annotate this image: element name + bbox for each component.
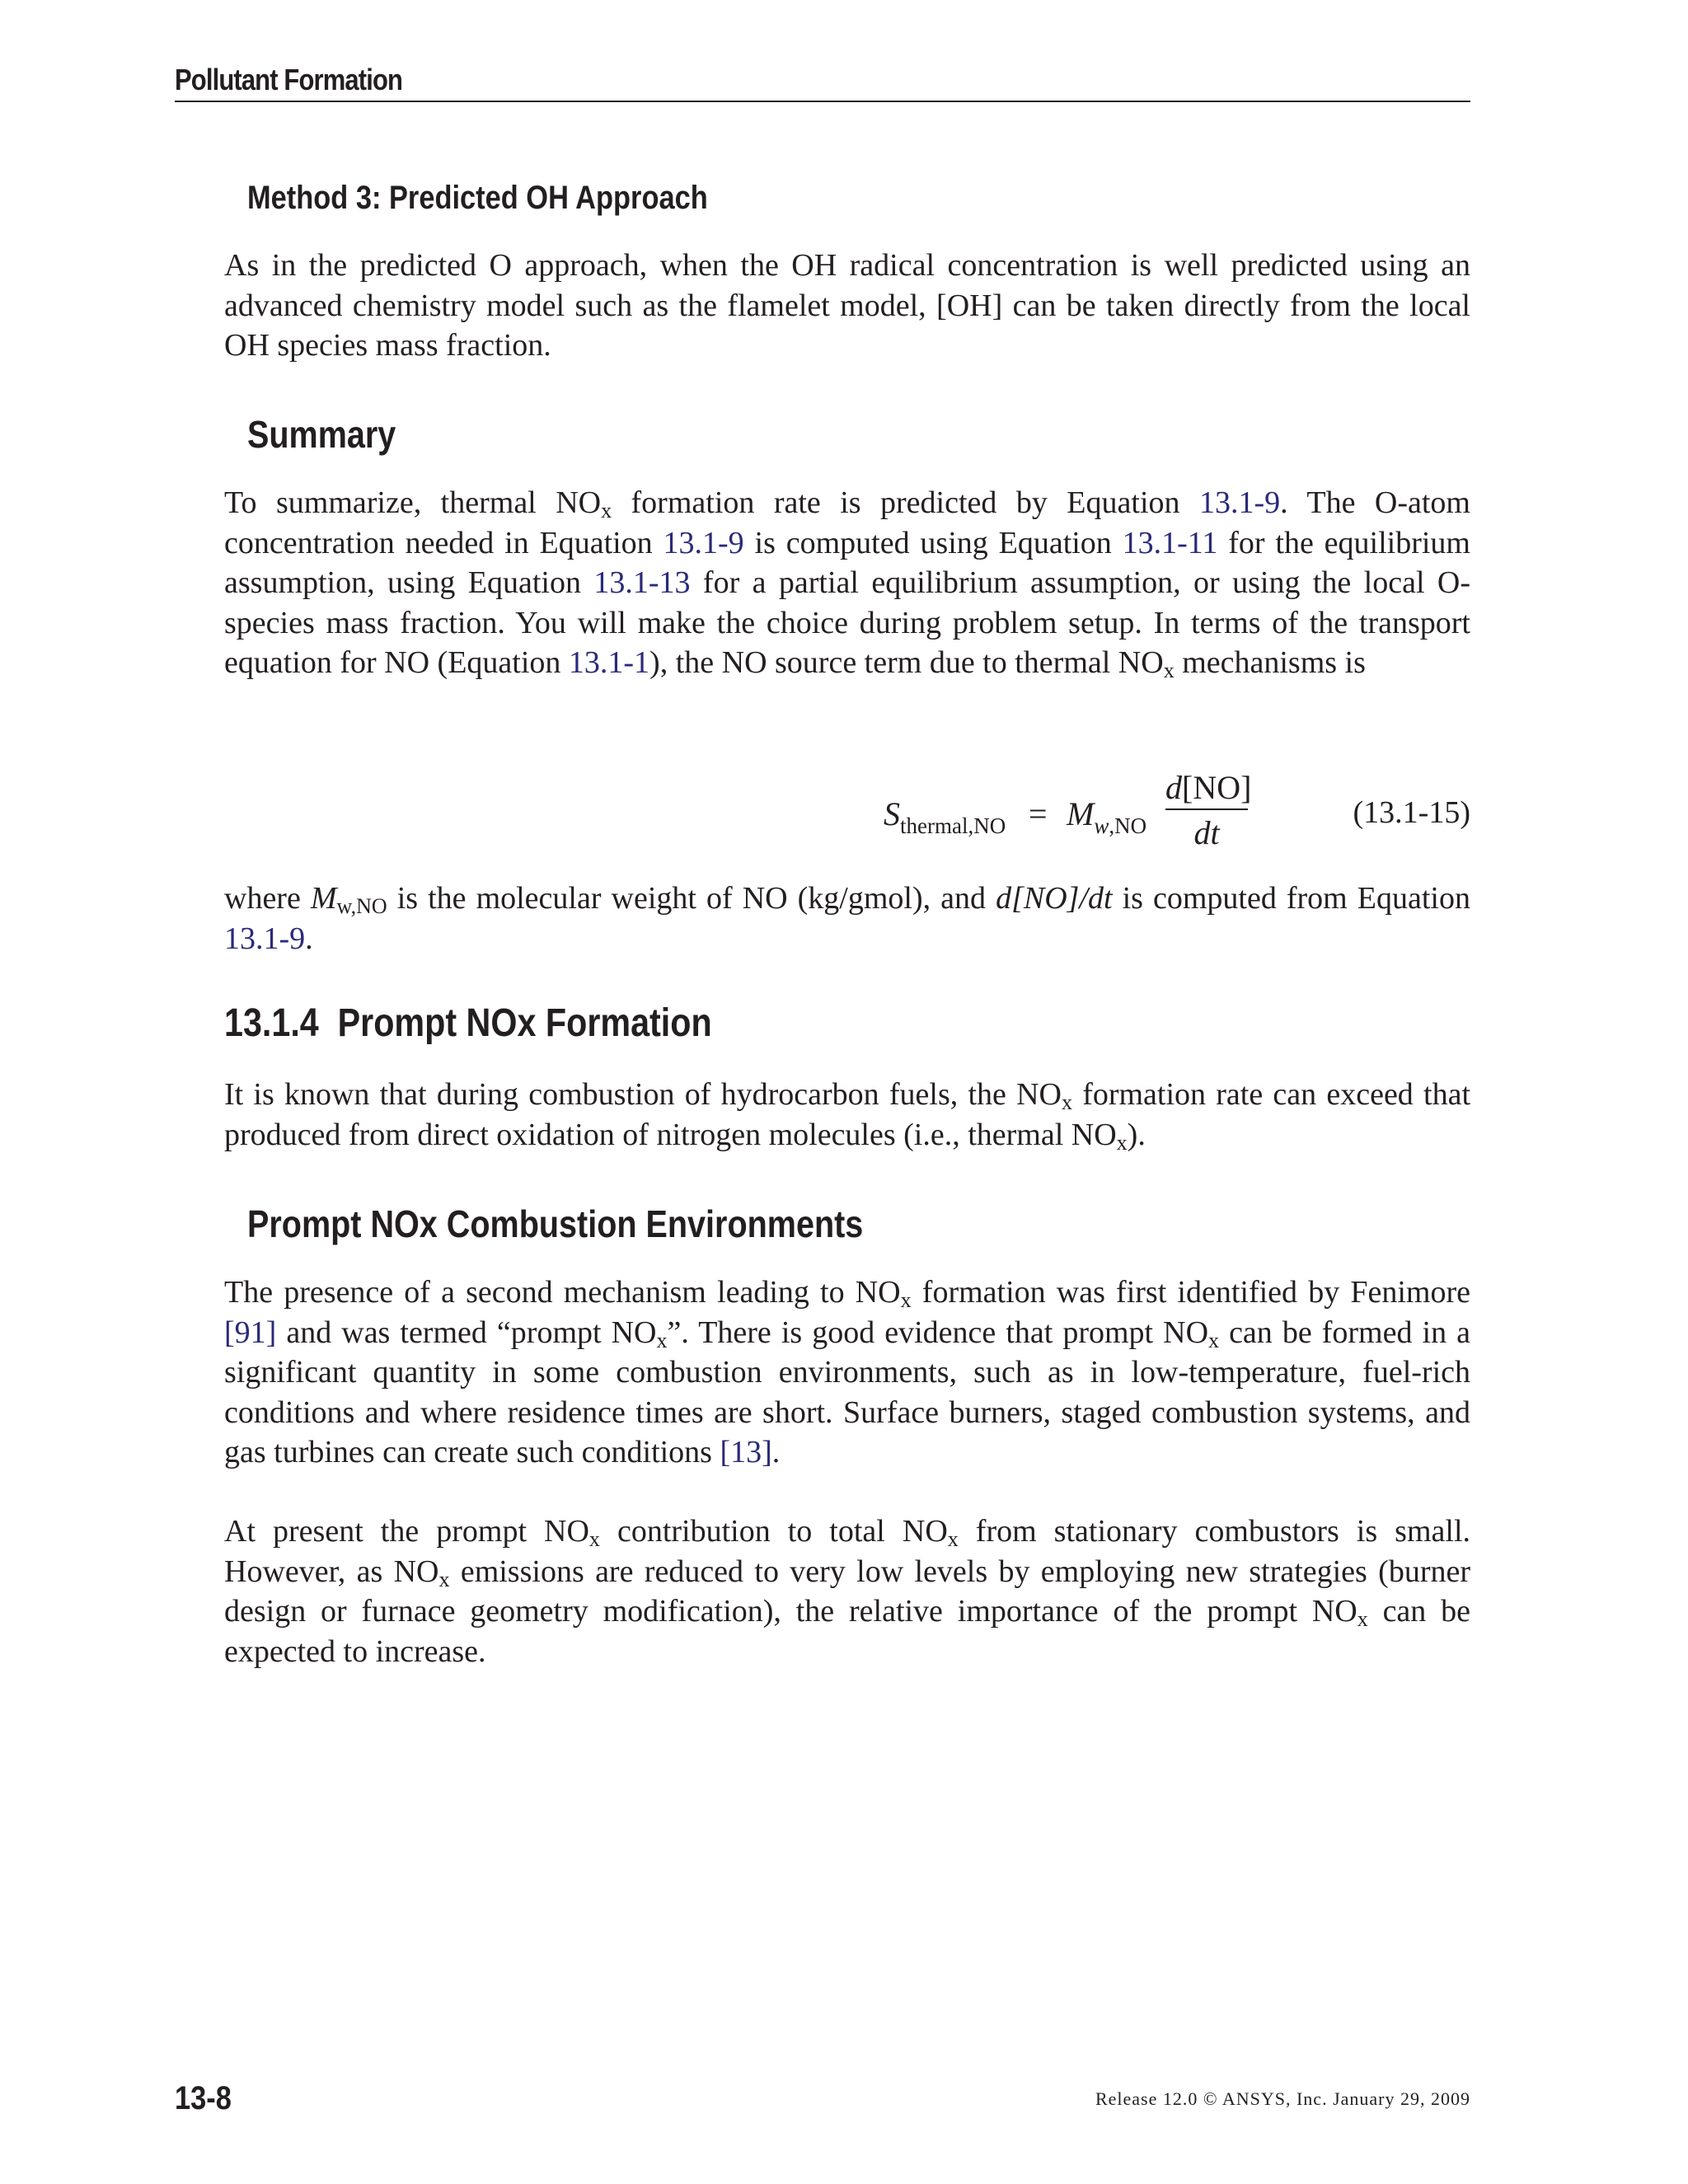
subscript-x: x: [588, 1527, 600, 1551]
text-run: is the molecular weight of NO (kg/gmol), and: [387, 881, 996, 916]
text-run: mechanisms is: [1174, 645, 1366, 680]
summary-heading: Summary: [247, 413, 396, 456]
fraction-bar: [1165, 808, 1248, 810]
subscript-x: x: [900, 1288, 912, 1312]
text-run: To summarize, thermal NO: [224, 485, 602, 520]
text-run: is computed from Equation: [1112, 881, 1470, 916]
subscript-x: x: [438, 1567, 450, 1591]
text-run: for the equilibrium assumption, using Equation: [224, 525, 1470, 600]
text-run: formation rate is predicted by Equation: [612, 485, 1199, 520]
summary-paragraph: [224, 483, 1470, 683]
equation-link[interactable]: 13.1-9: [1198, 485, 1281, 520]
equation-link[interactable]: 13.1-13: [593, 565, 691, 600]
text-run: formation rate can exceed that produced from direct oxidation of nitrogen molecules (i.e., thermal NO: [224, 1077, 1470, 1152]
equation-lhs: [884, 794, 1006, 838]
section-title: Prompt NOx Formation: [337, 1001, 712, 1045]
subscript-thermal-no: thermal,NO: [900, 813, 1006, 838]
subscript-x: x: [1061, 1090, 1072, 1114]
symbol-m: M: [1067, 795, 1095, 832]
fraction-numerator: d[NO]: [1165, 769, 1252, 806]
equation-link[interactable]: 13.1-11: [1122, 525, 1218, 560]
equation-link[interactable]: 13.1-9: [663, 525, 744, 560]
text-run: .: [305, 921, 313, 956]
section-number: 13.1.4: [224, 1001, 319, 1045]
text-run: ”. There is good evidence that prompt NO: [667, 1315, 1209, 1350]
text-run: At present the prompt NO: [224, 1514, 589, 1549]
text-run: It is known that during combustion of hydrocarbon fuels, the NO: [224, 1077, 1062, 1112]
equation-link[interactable]: 13.1-1: [568, 645, 650, 680]
reference-link[interactable]: [91]: [224, 1315, 277, 1350]
page-number: 13-8: [175, 2080, 232, 2116]
subscript-x: x: [1163, 658, 1175, 682]
text-run: ).: [1127, 1117, 1146, 1152]
fraction-denominator: dt: [1193, 814, 1220, 851]
text-run: and was termed “prompt NO: [276, 1315, 657, 1350]
symbol-s: S: [884, 795, 900, 832]
header-rule: [175, 101, 1470, 102]
text-run: emissions are reduced to very low levels by employing new strategies (burner design or furnace geometry modification), the relative importance of the prompt NO: [224, 1554, 1471, 1629]
inline-subscript-w-no: w,NO: [336, 894, 387, 918]
subscript-x: x: [1357, 1607, 1368, 1631]
release-footer: Release 12.0 © ANSYS, Inc. January 29, 2009: [1095, 2088, 1470, 2109]
equals-sign: =: [1029, 795, 1048, 832]
text-run: for a partial equilibrium assumption, or using the local O-species mass fraction. You will make the choice during problem setup. In terms of the transport equation for NO (Equation: [224, 565, 1471, 680]
subscript-w-no: w,NO: [1094, 813, 1147, 838]
inline-symbol-m: M: [310, 881, 337, 916]
prompt-paragraph: [224, 1075, 1470, 1155]
method3-heading: Method 3: Predicted OH Approach: [247, 180, 708, 216]
text-run: ), the NO source term due to thermal NO: [649, 645, 1164, 680]
equation-link[interactable]: 13.1-9: [224, 921, 306, 956]
text-run: .: [771, 1435, 781, 1469]
text-run: contribution to total NO: [599, 1514, 948, 1549]
text-run: from stationary combustors is small. However, as NO: [224, 1514, 1470, 1589]
subscript-w: w: [1094, 813, 1109, 838]
subscript-x: x: [1116, 1130, 1128, 1155]
environments-paragraph-2: [224, 1511, 1470, 1671]
subscript-x: x: [601, 499, 612, 523]
running-header: Pollutant Formation: [175, 63, 403, 96]
text-run: . The O-atom concentration needed in Equation: [224, 485, 1470, 560]
text-run: formation was first identified by Fenimore: [911, 1275, 1470, 1310]
text-run: where: [224, 881, 311, 916]
inline-rate: d[NO]/dt: [996, 881, 1113, 916]
subscript-x: x: [1208, 1328, 1220, 1352]
subscript-x: x: [947, 1527, 959, 1551]
derivative-fraction: [1165, 768, 1252, 852]
molecular-weight-term: [1067, 794, 1147, 838]
text-run: The presence of a second mechanism leading to NO: [224, 1275, 901, 1310]
symbol-d: d: [1165, 769, 1182, 806]
environments-paragraph-1: [224, 1272, 1470, 1473]
section-heading-13-1-4: [224, 1001, 712, 1046]
method3-paragraph: As in the predicted O approach, when the OH radical concentration is well predicted using an advanced chemistry model such as the flamelet model, [OH] can be taken directly from the local OH species mass fraction.: [224, 248, 1470, 363]
text-run: can be expected to increase.: [224, 1594, 1470, 1669]
subscript-x: x: [656, 1328, 668, 1352]
environments-heading: Prompt NOx Combustion Environments: [247, 1202, 864, 1245]
equation-13-1-15: [224, 768, 1470, 859]
text-run: is computed using Equation: [743, 525, 1123, 560]
reference-link[interactable]: [13]: [720, 1435, 772, 1469]
equation-number: (13.1-15): [1353, 795, 1470, 830]
where-paragraph: [224, 879, 1470, 958]
text-run: can be formed in a significant quantity in some combustion environments, such as in low-temperature, fuel-rich conditions and where residence times are short. Surface burners, staged combustion systems, and gas turbines can create such conditions: [224, 1315, 1470, 1469]
